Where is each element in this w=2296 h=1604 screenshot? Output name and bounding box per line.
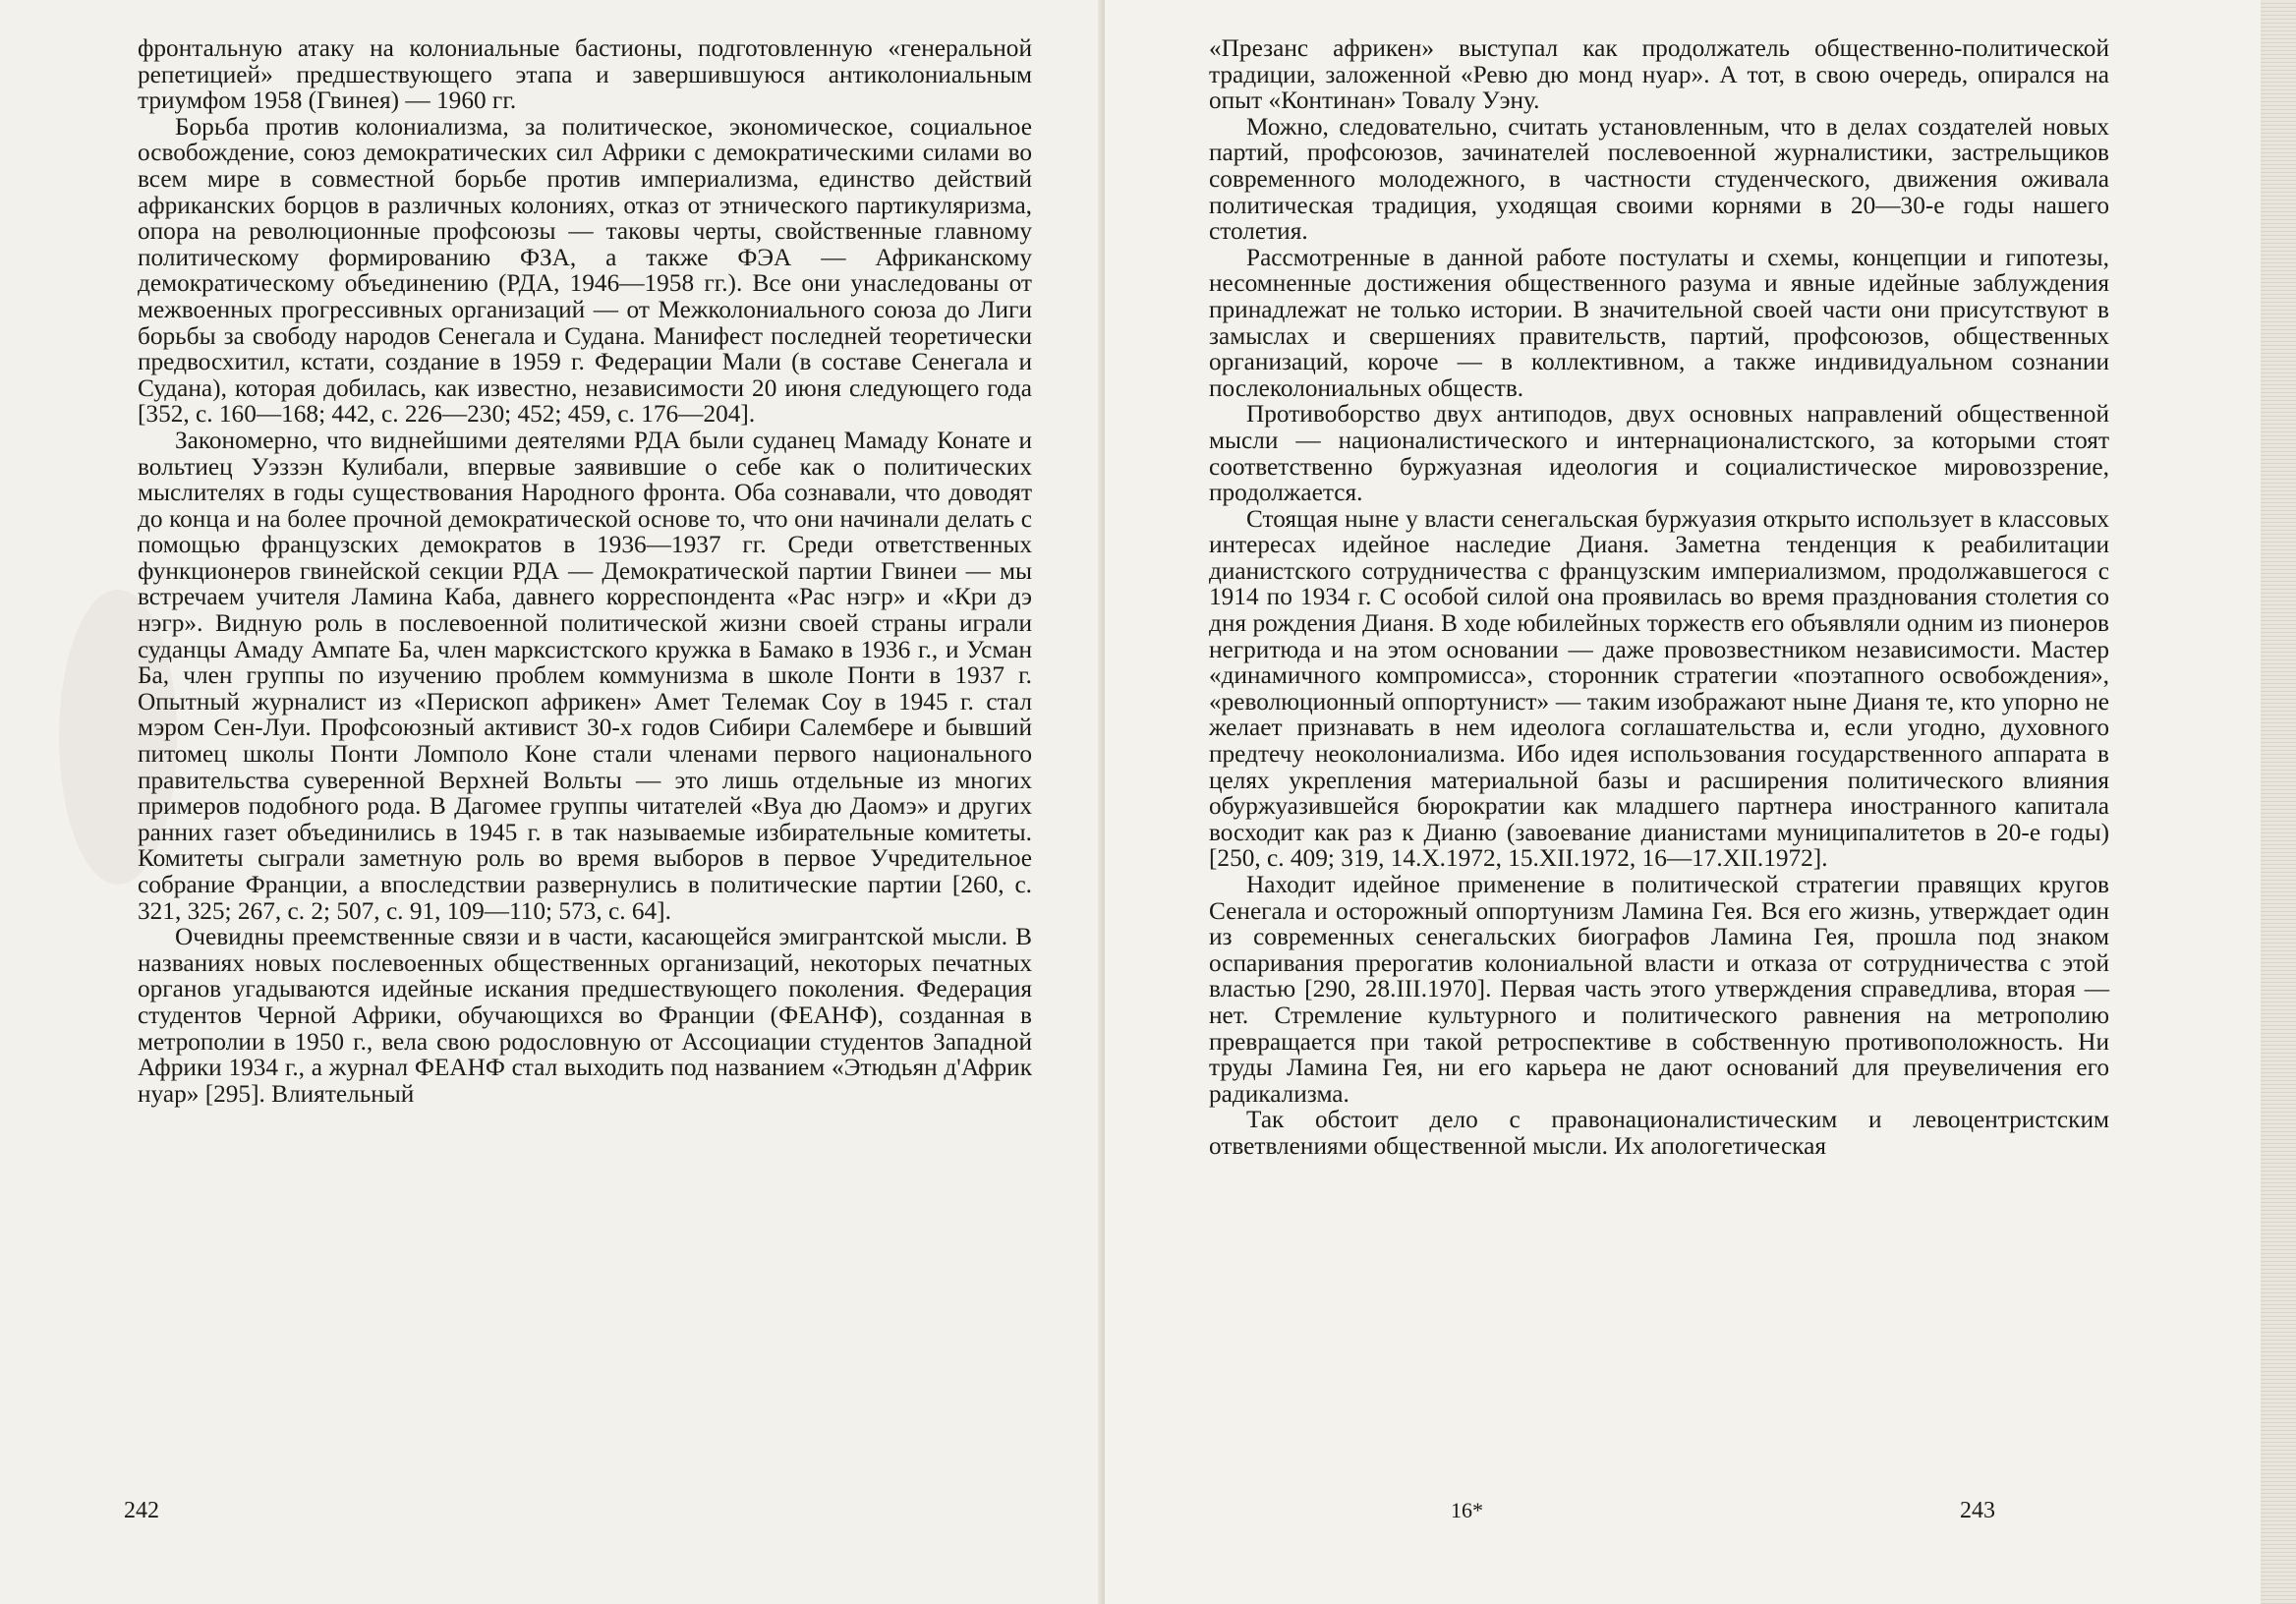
page-number: 243 (1960, 1498, 1995, 1523)
paragraph: Стоящая ныне у власти сенегальская буржуазия открыто использует в классовых интересах идейное наследие Дианя. Заметна тенденция к реабилитации дианистского сотрудничества с французским империализмом, продолжавшегося с 1914 по 1934 г. С особой силой она проявилась во время празднования столетия со дня рождения Дианя. В ходе юбилейных торжеств его объявляли одним из пионеров негритюда и на этом основании — даже провозвестником независимости. Мастер «динамичного компромисса», сторонник стратегии «поэтапного освобождения», «революционный оппортунист» — таким изображают ныне Дианя те, кто упорно не желает признавать в нем идеолога соглашательства и, если угодно, духовного предтечу неоколониализма. Ибо идея использования государственного аппарата в целях укрепления материальной базы и расширения политического влияния обуржуазившейся бюрократии как младшего партнера иностранного капитала восходит как раз к Дианю (завоевание дианистами муниципалитетов в 20-е годы) [250, с. 409; 319, 14.X.1972, 15.XII.1972, 16—17.XII.1972]. (1209, 504, 2109, 873)
paragraph: Очевидны преемственные связи и в части, касающейся эмигрантской мысли. В названиях новых послевоенных общественных организаций, некоторых печатных органов угадываются идейные искания предшествующего поколения. Федерация студентов Черной Африки, обучающихся во Франции (ФЕАНФ), созданная в метрополии в 1950 г., вела свою родословную от Ассоциации студентов Западной Африки 1934 г., а журнал ФЕАНФ стал выходить под названием «Этюдьян д'Африк нуар» [295]. Влиятельный (138, 923, 1032, 1108)
signature-mark: 16* (1451, 1498, 1483, 1522)
right-page-text (1209, 35, 2109, 1160)
paragraph: «Презанс африкен» выступал как продолжатель общественно-политической традиции, заложенной «Ревю дю монд нуар». А тот, в свою очередь, опирался на опыт «Континан» Товалу Уэну. (1209, 34, 2109, 115)
paragraph: Рассмотренные в данной работе постулаты и схемы, концепции и гипотезы, несомненные достижения общественного разума и явные идейные заблуждения принадлежат не только истории. В значительной своей части они присутствуют в замыслах и свершениях правительств, партий, профсоюзов, общественных организаций, короче — в коллективном, а также индивидуальном сознании послеколониальных обществ. (1209, 243, 2109, 402)
paragraph: Противоборство двух антиподов, двух основных направлений общественной мысли — националистического и интернационалистского, за которыми стоят соответственно буржуазная идеология и социалистическое мировоззрение, продолжается. (1209, 400, 2109, 507)
left-page-text (138, 35, 1032, 1107)
paragraph: Борьба против колониализма, за политическое, экономическое, социальное освобождение, союз демократических сил Африки с демократическими силами во всем мире в совместной борьбе против империализма, единство действий африканских борцов в различных колониях, отказ от этнического партикуляризма, опора на революционные профсоюзы — таковы черты, свойственные главному политическому формированию ФЗА, а также ФЭА — Африканскому демократическому объединению (РДА, 1946—1958 гг.). Все они унаследованы от межвоенных прогрессивных организаций — от Межколониального союза до Лиги борьбы за свободу народов Сенегала и Судана. Манифест последней теоретически предвосхитил, кстати, создание в 1959 г. Федерации Мали (в составе Сенегала и Судана), которая добилась, как известно, независимости 20 июня следующего года [352, с. 160—168; 442, с. 226—230; 452; 459, с. 176—204]. (138, 112, 1032, 429)
page-number: 242 (124, 1498, 159, 1523)
page-edge (2261, 0, 2296, 1604)
left-page (0, 0, 1105, 1604)
right-page (1105, 0, 2296, 1604)
paragraph: Закономерно, что виднейшими деятелями РДА были суданец Мамаду Конате и вольтиец Уэззэн Кулибали, впервые заявившие о себе как о политических мыслителях в годы существования Народного фронта. Оба сознавали, что доводят до конца и на более прочной демократической основе то, что они начинали делать с помощью французских демократов в 1936—1937 гг. Среди ответственных функционеров гвинейской секции РДА — Демократической партии Гвинеи — мы встречаем учителя Ламина Каба, давнего корреспондента «Рас нэгр» и «Кри дэ нэгр». Видную роль в послевоенной политической жизни своей страны играли суданцы Амаду Ампате Ба, член марксистского кружка в Бамако в 1936 г., и Усман Ба, член группы по изучению проблем коммунизма в школе Понти в 1937 г. Опытный журналист из «Перископ африкен» Амет Телемак Соу в 1945 г. стал мэром Сен-Луи. Профсоюзный активист 30-х годов Сибири Салембере и бывший питомец школы Понти Ломполо Коне стали членами первого национального правительства суверенной Верхней Вольты — это лишь отдельные из многих примеров подобного рода. В Дагомее группы читателей «Вуа дю Даомэ» и других ранних газет объединились в 1945 г. в так называемые избирательные комитеты. Комитеты сыграли заметную роль во время выборов в первое Учредительное собрание Франции, а впоследствии развернулись в политические партии [260, с. 321, 325; 267, с. 2; 507, с. 91, 109—110; 573, с. 64]. (138, 426, 1032, 925)
paragraph: фронтальную атаку на колониальные бастионы, подготовленную «генеральной репетицией» предшествующего этапа и завершившуюся антиколониальным триумфом 1958 (Гвинея) — 1960 гг. (138, 34, 1032, 115)
paragraph: Находит идейное применение в политической стратегии правящих кругов Сенегала и осторожный оппортунизм Ламина Гея. Вся его жизнь, утверждает один из современных сенегальских биографов Ламина Гея, прошла под знаком оспаривания прерогатив колониальной власти и отказа от сотрудничества с этой властью [290, 28.III.1970]. Первая часть этого утверждения справедлива, вторая — нет. Стремление культурного и политического равнения на метрополию превращается при такой ретроспективе в собственную противоположность. Ни труды Ламина Гея, ни его карьера не дают оснований для преувеличения его радикализма. (1209, 871, 2109, 1108)
paragraph: Можно, следовательно, считать установленным, что в делах создателей новых партий, профсоюзов, зачинателей послевоенной журналистики, застрельщиков современного молодежного, в частности студенческого, движения оживала политическая традиция, уходящая своими корнями в 20—30-е годы нашего столетия. (1209, 112, 2109, 246)
paragraph: Так обстоит дело с правонационалистическим и левоцентристским ответвлениями общественной мысли. Их апологетическая (1209, 1106, 2109, 1160)
